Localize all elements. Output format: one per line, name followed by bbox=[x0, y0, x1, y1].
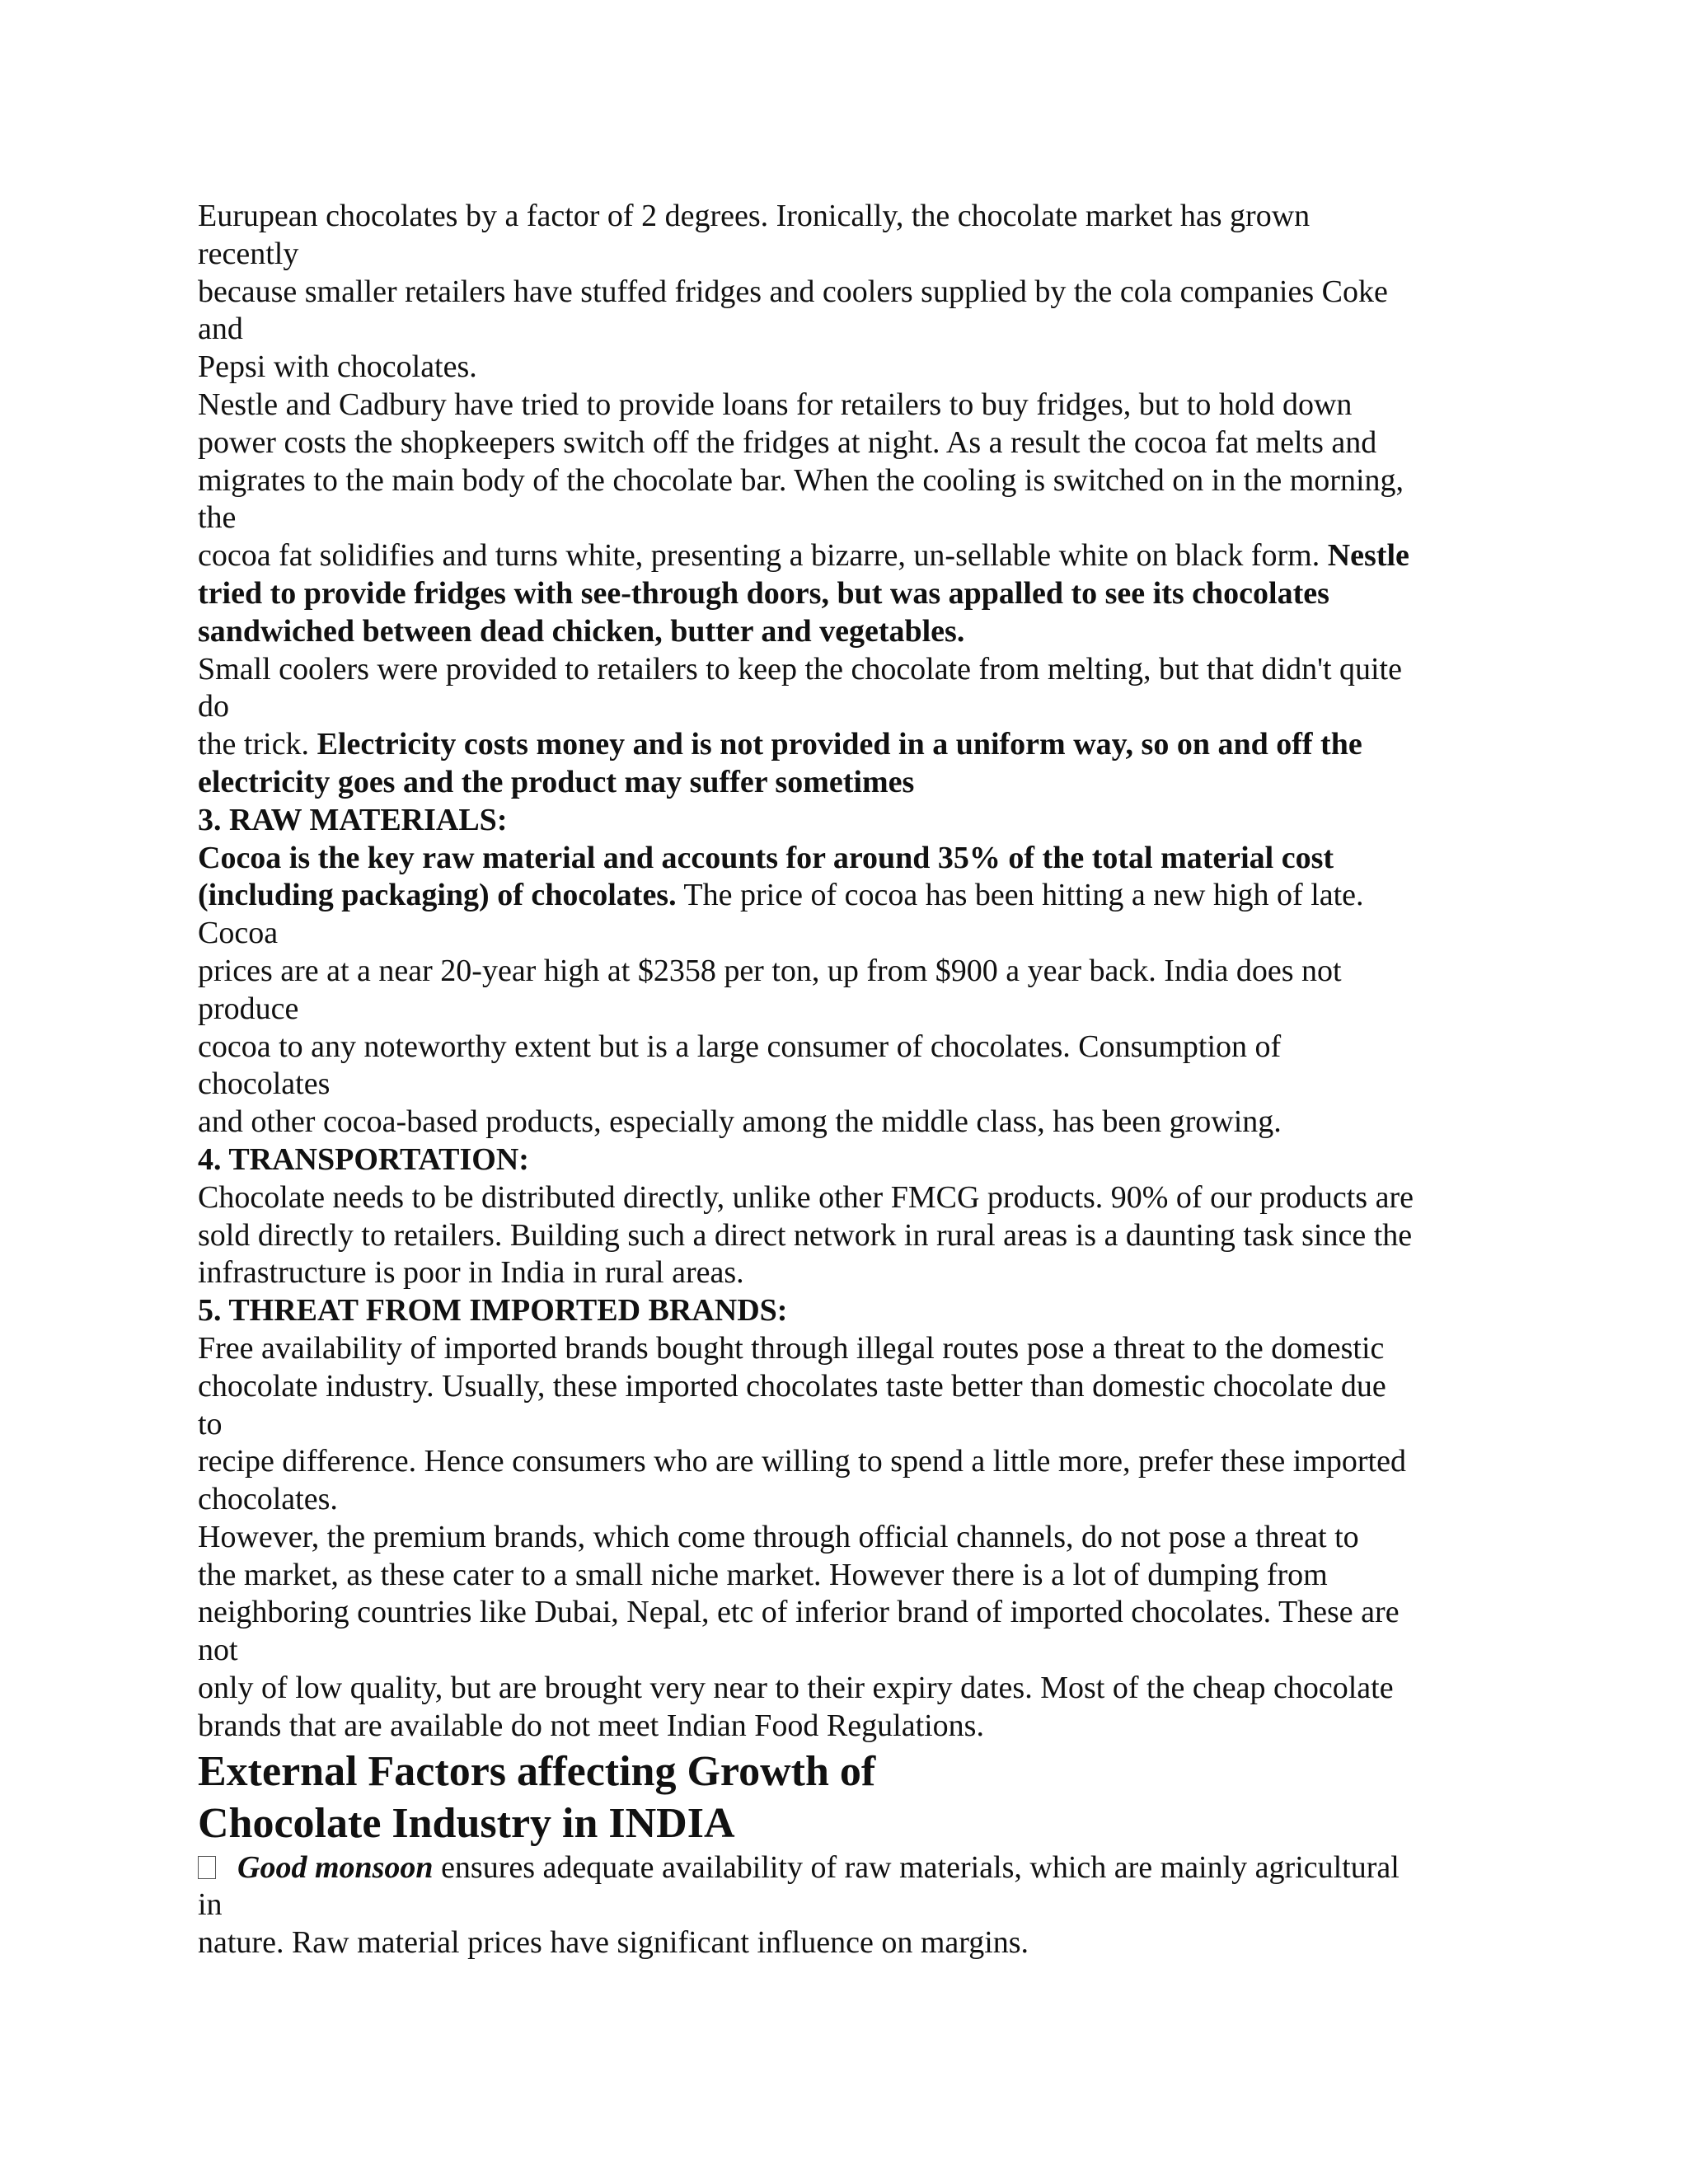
body-line: the bbox=[198, 500, 237, 536]
body-line: chocolates. bbox=[198, 1482, 338, 1517]
section-heading-imported-brands: 5. THREAT FROM IMPORTED BRANDS: bbox=[198, 1293, 788, 1329]
bold-line: tried to provide fridges with see-through doors, but was appalled to see its chocolates bbox=[198, 575, 1329, 611]
body-line: chocolate industry. Usually, these imported chocolates taste better than domestic chocolate due bbox=[198, 1368, 1386, 1404]
body-line: infrastructure is poor in India in rural areas. bbox=[198, 1255, 744, 1291]
body-line: Cocoa bbox=[198, 916, 279, 951]
body-line: sold directly to retailers. Building such a direct network in rural areas is a daunting task since the bbox=[198, 1217, 1413, 1253]
body-line: Chocolate needs to be distributed directly, unlike other FMCG products. 90% of our products are bbox=[198, 1179, 1414, 1215]
bold-text: (including packaging) of chocolates. bbox=[198, 878, 677, 913]
body-text: The price of cocoa has been hitting a new high of late. bbox=[676, 878, 1364, 913]
body-line: in bbox=[198, 1887, 223, 1923]
body-line: chocolates bbox=[198, 1066, 331, 1102]
body-line: power costs the shopkeepers switch off the fridges at night. As a result the cocoa fat melts and bbox=[198, 424, 1377, 460]
bullet-item bbox=[198, 1849, 1500, 1887]
body-line: Small coolers were provided to retailers to keep the chocolate from melting, but that didn't quite bbox=[198, 651, 1402, 687]
body-line: only of low quality, but are brought very near to their expiry dates. Most of the cheap chocolate bbox=[198, 1671, 1394, 1706]
body-line: migrates to the main body of the chocolate bar. When the cooling is switched on in the morning, bbox=[198, 462, 1404, 498]
body-line: produce bbox=[198, 991, 299, 1026]
body-line: Nestle and Cadbury have tried to provide loans for retailers to buy fridges, but to hold down bbox=[198, 387, 1353, 422]
body-line: to bbox=[198, 1406, 223, 1441]
body-line bbox=[198, 537, 1500, 575]
external-factors-heading: Chocolate Industry in INDIA bbox=[198, 1799, 735, 1847]
body-line: Pepsi with chocolates. bbox=[198, 349, 477, 385]
body-line: Free availability of imported brands bought through illegal routes pose a threat to the domestic bbox=[198, 1330, 1385, 1366]
bold-line: electricity goes and the product may suffer sometimes bbox=[198, 764, 915, 799]
document-page bbox=[198, 198, 1500, 1962]
body-line: recipe difference. Hence consumers who are willing to spend a little more, prefer these imported bbox=[198, 1444, 1406, 1479]
body-line: and bbox=[198, 312, 243, 347]
body-line: prices are at a near 20-year high at $2358 per ton, up from $900 a year back. India does not bbox=[198, 953, 1342, 988]
body-line: because smaller retailers have stuffed fridges and coolers supplied by the cola companies Coke bbox=[198, 274, 1388, 309]
bullet-box-icon bbox=[198, 1856, 216, 1879]
bold-text: Nestle bbox=[1327, 538, 1409, 574]
external-factors-heading: External Factors affecting Growth of bbox=[198, 1747, 876, 1795]
body-line: nature. Raw material prices have significant influence on margins. bbox=[198, 1925, 1029, 1961]
body-line: brands that are available do not meet Indian Food Regulations. bbox=[198, 1708, 984, 1743]
body-line: the market, as these cater to a small niche market. However there is a lot of dumping from bbox=[198, 1557, 1328, 1592]
bold-text: Electricity costs money and is not provided in a uniform way, so on and off the bbox=[316, 727, 1362, 762]
body-line bbox=[198, 877, 1500, 915]
bold-italic-text: Good monsoon bbox=[237, 1849, 434, 1885]
section-heading-raw-materials: 3. RAW MATERIALS: bbox=[198, 802, 508, 837]
body-line: do bbox=[198, 689, 229, 724]
body-line: neighboring countries like Dubai, Nepal, etc of inferior brand of imported chocolates. These are bbox=[198, 1595, 1400, 1630]
body-line: not bbox=[198, 1633, 238, 1668]
body-text: ensures adequate availability of raw materials, which are mainly agricultural bbox=[433, 1849, 1400, 1885]
body-text: cocoa fat solidifies and turns white, presenting a bizarre, un-sellable white on black form. bbox=[198, 538, 1328, 574]
body-line: However, the premium brands, which come through official channels, do not pose a threat to bbox=[198, 1519, 1359, 1554]
section-heading-transportation: 4. TRANSPORTATION: bbox=[198, 1141, 529, 1177]
body-line: cocoa to any noteworthy extent but is a large consumer of chocolates. Consumption of bbox=[198, 1029, 1282, 1064]
body-line: recently bbox=[198, 236, 299, 271]
bold-line: sandwiched between dead chicken, butter and vegetables. bbox=[198, 613, 965, 649]
body-line: and other cocoa-based products, especially among the middle class, has been growing. bbox=[198, 1104, 1282, 1140]
body-line: Eurupean chocolates by a factor of 2 degrees. Ironically, the chocolate market has grown bbox=[198, 199, 1311, 233]
bold-line: Cocoa is the key raw material and accounts for around 35% of the total material cost bbox=[198, 840, 1334, 875]
body-text: the trick. bbox=[198, 727, 317, 762]
body-line bbox=[198, 726, 1500, 764]
